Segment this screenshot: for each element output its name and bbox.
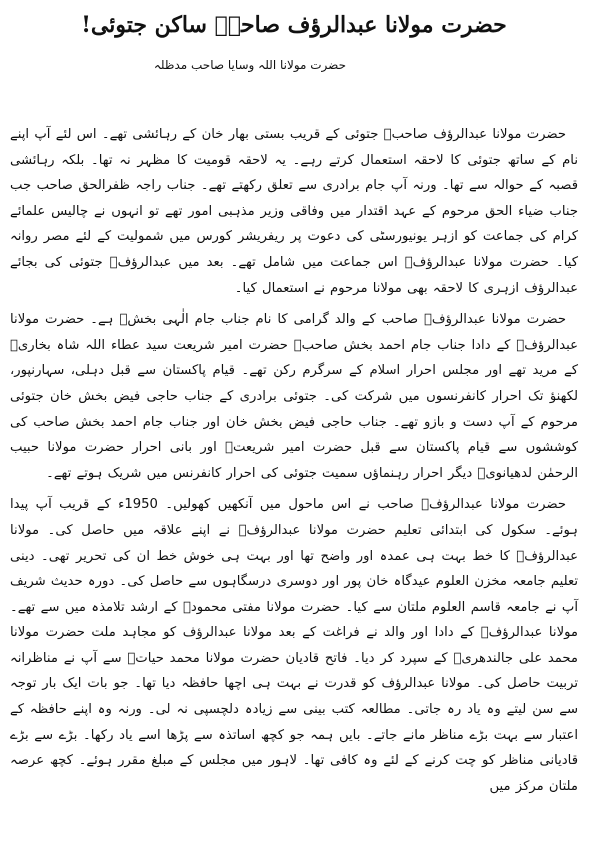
article-body xyxy=(10,122,578,799)
article-title: حضرت مولانا عبدالرؤف صاحبؒ ساکن جتوئی! xyxy=(81,12,507,38)
paragraph: حضرت مولانا عبدالرؤفؒ صاحب کے والد گرامی کا نام جناب جام الٰہی بخشؒ ہے۔ حضرت مولانا عبدالرؤفؒ کے دادا جناب جام احمد بخش صاحبؒ حضرت امیر شریعت سید عطاء اللہ شاہ بخاریؒ کے مرید تھے اور مجلس احرار اسلام کے سرگرم رکن تھے۔ قیام پاکستان سے قبل دہلی، سہارنپور، لکھنؤ تک احرار کانفرنسوں میں شرکت کی۔ جتوئی برادری کے جناب حاجی فیض بخش خان جتوئی مرحوم کے آپ دست و بازو تھے۔ جناب حاجی فیض بخش خان اور جناب جام احمد بخش صاحب کی کوششوں سے قیام پاکستان سے قبل حضرت امیر شریعتؒ اور بانی احرار حضرت مولانا حبیب الرحمٰن لدھیانویؒ دیگر احرار رہنماؤں سمیت جتوئی کی احرار کانفرنس میں شریک ہوتے تھے۔ xyxy=(10,312,578,481)
article-author: حضرت مولانا اللہ وسایا صاحب مدظلہ xyxy=(153,58,346,72)
paragraph: حضرت مولانا عبدالرؤف صاحبؒ جتوئی کے قریب بستی بھار خان کے رہائشی تھے۔ اس لئے آپ اپنے نام کے ساتھ جتوئی کا لاحقہ استعمال کرتے رہے۔ یہ لاحقہ قومیت کا مظہر نہ تھا۔ بلکہ رہائشی قصبہ کے حوالہ سے تھا۔ ورنہ آپ جام برادری سے تعلق رکھتے تھے۔ جناب راجہ ظفرالحق صاحب جب جناب ضیاء الحق مرحوم کے عہد اقتدار میں وفاقی وزیر مذہبی امور تھے تو انہوں نے چالیس علمائے کرام کی جماعت کو ازہر یونیورسٹی کی دعوت پر ریفریشر کورس میں شمولیت کے لئے مصر روانہ کیا۔ حضرت مولانا عبدالرؤفؒ اس جماعت میں شامل تھے۔ بعد میں عبدالرؤفؒ جتوئی کی بجائے عبدالرؤف ازہری کا لاحقہ بھی مولانا مرحوم نے استعمال کیا۔ xyxy=(10,127,578,296)
paragraph: حضرت مولانا عبدالرؤفؒ صاحب نے اس ماحول میں آنکھیں کھولیں۔ 1950ء کے قریب آپ پیدا ہوئے۔ سکول کی ابتدائی تعلیم حضرت مولانا عبدالرؤفؒ نے اپنے علاقہ میں حاصل کی۔ مولانا عبدالرؤفؒ کا خط بہت ہی عمدہ اور واضح تھا اور بہت ہی خوش خط ان کی تحریر تھی۔ دینی تعلیم جامعہ مخزن العلوم عیدگاہ خان پور اور دوسری درسگاہوں سے حاصل کی۔ دورہ حدیث شریف آپ نے جامعہ قاسم العلوم ملتان سے کیا۔ حضرت مولانا مفتی محمودؒ کے ارشد تلامذہ میں سے تھے۔ مولانا عبدالرؤفؒ کے دادا اور والد نے فراغت کے بعد مولانا عبدالرؤف کو مجاہد ملت حضرت مولانا محمد علی جالندھریؒ کے سپرد کر دیا۔ فاتح قادیان حضرت مولانا محمد حیاتؒ سے آپ نے مناظرانہ تربیت حاصل کی۔ مولانا عبدالرؤف کو قدرت نے بہت ہی اچھا حافظہ دیا تھا۔ جو بات ایک بار توجہ سے سن لیتے وہ یاد رہ جاتی۔ مطالعہ کتب بینی سے زیادہ دلچسپی نہ لی۔ ورنہ وہ اپنے حافظہ کے اعتبار سے بہت بڑے مناظر مانے جاتے۔ بایں ہمہ جو کچھ اساتذہ سے پڑھا اسے یاد رکھا۔ بڑے سے بڑے قادیانی مناظر کو چت کرنے کے لئے وہ کافی تھا۔ لاہور میں مجلس کے مبلغ مقرر ہوئے۔ کچھ عرصہ ملتان مرکز میں xyxy=(10,497,578,794)
